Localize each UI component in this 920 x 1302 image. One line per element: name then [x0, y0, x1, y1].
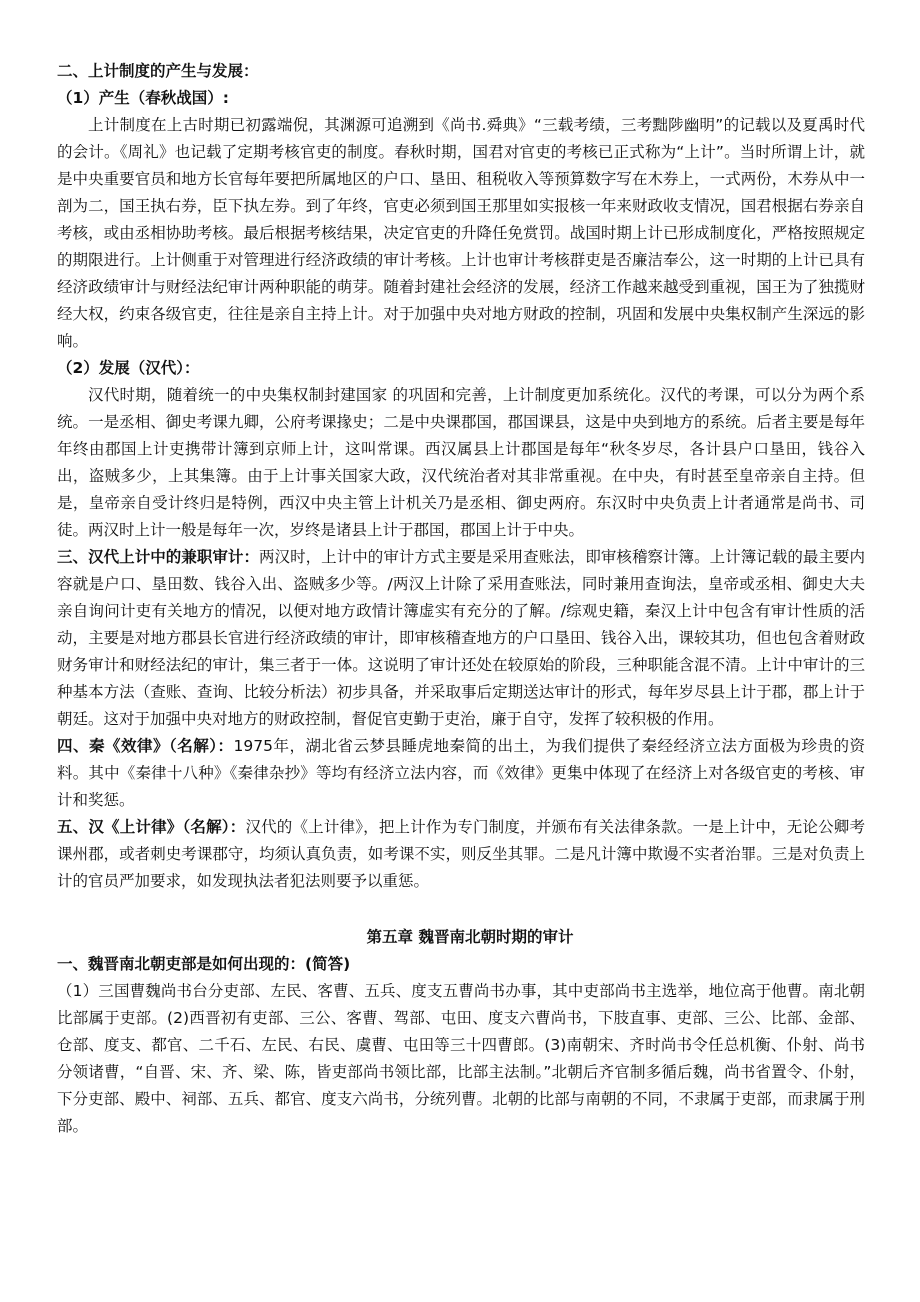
- section-3-heading: 三、汉代上计中的兼职审计：: [57, 548, 260, 566]
- document-page: [57, 58, 865, 1140]
- section-2-1-body: 上计制度在上古时期已初露端倪，其渊源可追溯到《尚书.舜典》“三载考绩，三考黜陟幽明”的记载以及夏禹时代的会计。《周礼》也记载了定期考核官吏的制度。春秋时期，国君对官吏的考核已正式称为“上计”。当时所谓上计，就是中央重要官员和地方长官每年要把所属地区的户口、垦田、租税收入等预算数字写在木券上，一式两份，木券从中一剖为二，国王执右券，臣下执左券。到了年终，官吏必须到国王那里如实报核一年来财政收支情况，国君根据右券亲自考核，或由丞相协助考核。最后根据考核结果，决定官吏的升降任免赏罚。战国时期上计已形成制度化，严格按照规定的期限进行。上计侧重于对管理进行经济政绩的审计考核。上计也审计考核群吏是否廉洁奉公，这一时期的上计已具有经济政绩审计与财经法纪审计两种职能的萌芽。随着封建社会经济的发展，经济工作越来越受到重视，国王为了独揽财经大权，约束各级官吏，往往是亲自主持上计。对于加强中央对地方财政的控制，巩固和发展中央集权制产生深远的影响。: [57, 116, 865, 350]
- chapter-q1-body: （1）三国曹魏尚书台分吏部、左民、客曹、五兵、度支五曹尚书办事，其中吏部尚书主选举，地位高于他曹。南北朝比部属于吏部。(2)西晋初有吏部、三公、客曹、驾部、屯田、度支六曹尚书，下肢直事、吏部、三公、比部、金部、仓部、度支、都官、二千石、左民、右民、虞曹、屯田等三十四曹郎。(3)南朝宋、齐时尚书令任总机衡、仆射、尚书分领诸曹，“自晋、宋、齐、梁、陈，皆吏部尚书领比部，比部主法制。”北朝后齐官制多循后魏，尚书省置令、仆射，下分吏部、殿中、祠部、五兵、都官、度支六尚书，分统列曹。北朝的比部与南朝的不同，不隶属于吏部，而隶属于刑部。: [57, 982, 865, 1135]
- section-2-heading: 二、上计制度的产生与发展：: [57, 62, 259, 80]
- section-3-body: 两汉时，上计中的审计方式主要是采用查账法，即审核稽察计簿。上计簿记载的最主要内容就是户口、垦田数、钱谷入出、盗贼多少等。/两汉上计除了采用查账法，同时兼用查询法，皇帝或丞相、御史大夫亲自询问计吏有关地方的情况，以便对地方政情计簿虚实有充分的了解。/综观史籍，秦汉上计中包含有审计性质的活动，主要是对地方郡县长官进行经济政绩的审计，即审核稽查地方的户口垦田、钱谷入出，课较其功，但也包含着财政 财务审计和财经法纪的审计，集三者于一体。这说明了审计还处在较原始的阶段，三种职能含混不清。上计中审计的三种基本方法（查账、查询、比较分析法）初步具备，并采取事后定期送达审计的形式，每年岁尽县上计于郡，郡上计于朝廷。这对于加强中央对地方的财政控制，督促官吏勤于吏治，廉于自守，发挥了较积极的作用。: [57, 548, 865, 728]
- section-5-paragraph: [57, 814, 865, 895]
- section-2-2-body: 汉代时期，随着统一的中央集权制封建国家 的巩固和完善，上计制度更加系统化。汉代的考课，可以分为两个系统。一是丞相、御史考课九卿，公府考课掾史；二是中央课郡国，郡国课县，这是中央到地方的系统。后者主要是每年年终由郡国上计吏携带计簿到京师上计，这叫常课。西汉属县上计郡国是每年“秋冬岁尽，各计县户口垦田，钱谷入出，盗贼多少，上其集簿。由于上计事关国家大政，汉代统治者对其非常重视。在中央，有时甚至皇帝亲自主持。但是，皇帝亲自受计终归是特例，西汉中央主管上计机关乃是丞相、御史两府。东汉时中央负责上计者通常是尚书、司徒。两汉时上计一般是每年一次，岁终是诸县上计于郡国，郡国上计于中央。: [57, 386, 865, 539]
- chapter-title: 第五章 魏晋南北朝时期的审计: [366, 928, 574, 946]
- section-3-paragraph: [57, 544, 865, 733]
- section-4-paragraph: [57, 733, 865, 814]
- section-5-heading: 五、汉《上计律》（名解）：: [57, 818, 246, 836]
- section-4-heading: 四、秦《效律》（名解）：: [57, 737, 234, 755]
- section-2-2-heading: （2）发展（汉代）：: [57, 359, 200, 377]
- section-2-1-heading: （1）产生（春秋战国）:: [57, 89, 229, 107]
- section-4-body: 1975年，湖北省云梦县睡虎地秦简的出土，为我们提供了秦经经济立法方面极为珍贵的资料。其中《秦律十八种》《秦律杂抄》等均有经济立法内容，而《效律》更集中体现了在经济上对各级官吏的考核、审计和奖惩。: [57, 737, 865, 809]
- section-5-body: 汉代的《上计律》，把上计作为专门制度，并颁布有关法律条款。一是上计中，无论公卿考课州郡，或者刺史考课郡守，均须认真负责，如考课不实，则反坐其罪。二是凡计簿中欺谩不实者治罪。三是对负责上计的官员严加要求，如发现执法者犯法则要予以重惩。: [57, 818, 865, 890]
- chapter-q1-heading: 一、魏晋南北朝吏部是如何出现的：(简答): [57, 955, 351, 973]
